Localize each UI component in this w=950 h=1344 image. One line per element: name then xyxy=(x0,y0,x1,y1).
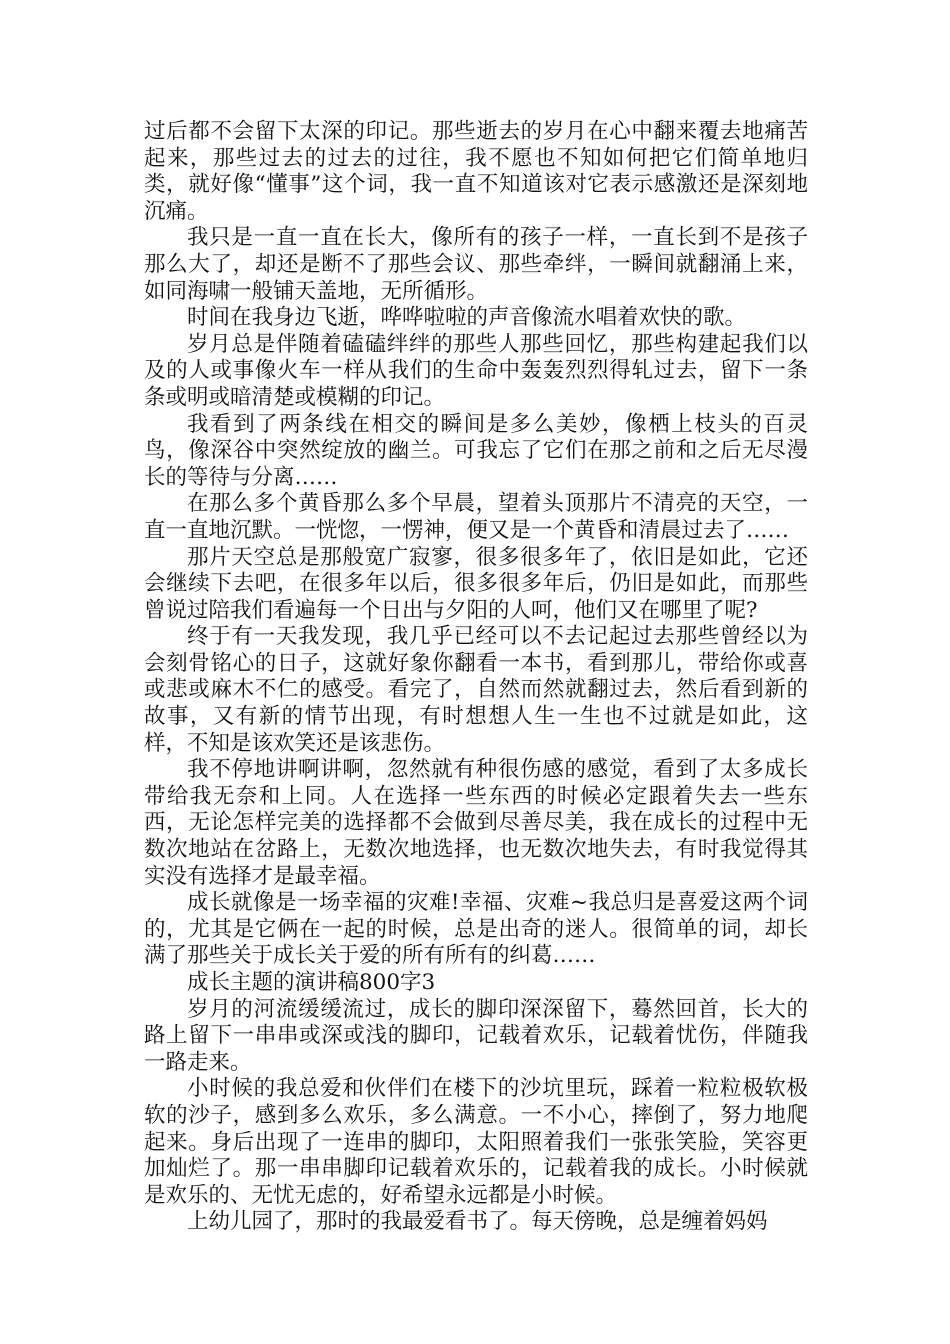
document-page xyxy=(144,119,808,1236)
section-heading: 成长主题的演讲稿800字3 xyxy=(187,970,436,995)
paragraph-12: 岁月的河流缓缓流过，成长的脚印深深留下，蓦然回首，长大的路上留下一串串或深或浅的脚印，记载着欢乐，记载着忧伤，伴随我一路走来。 xyxy=(144,996,808,1075)
paragraph-1: 过后都不会留下太深的印记。那些逝去的岁月在心中翻来覆去地痛苦起来，那些过去的过去的过往，我不愿也不知如何把它们简单地归类，就好像“懂事”这个词，我一直不知道该对它表示感激还是深刻地沉痛。 xyxy=(144,119,808,224)
paragraph-2: 我只是一直一直在长大，像所有的孩子一样，一直长到不是孩子那么大了，却还是断不了那些会议、那些牵绊，一瞬间就翻涌上来，如同海啸一般铺天盖地，无所循形。 xyxy=(144,225,808,304)
paragraph-5: 我看到了两条线在相交的瞬间是多么美妙，像栖上枝头的百灵鸟，像深谷中突然绽放的幽兰。可我忘了它们在那之前和之后无尽漫长的等待与分离…… xyxy=(144,411,808,490)
paragraph-7: 那片天空总是那般宽广寂寥，很多很多年了，依旧是如此，它还会继续下去吧，在很多年以后，很多很多年后，仍旧是如此，而那些曾说过陪我们看遍每一个日出与夕阳的人呵，他们又在哪里了呢? xyxy=(144,544,808,623)
paragraph-14: 上幼儿园了，那时的我最爱看书了。每天傍晚，总是缠着妈妈 xyxy=(187,1209,768,1235)
paragraph-3: 时间在我身边飞逝，哗哗啦啦的声音像流水唱着欢快的歌。 xyxy=(187,305,747,331)
paragraph-8: 终于有一天我发现，我几乎已经可以不去记起过去那些曾经以为会刻骨铭心的日子，这就好象你翻看一本书，看到那儿，带给你或喜或悲或麻木不仁的感受。看完了，自然而然就翻过去，然后看到新的故事，又有新的情节出现，有时想想人生一生也不过就是如此，这样，不知是该欢笑还是该悲伤。 xyxy=(144,624,808,756)
paragraph-6: 在那么多个黄昏那么多个早晨，望着头顶那片不清亮的天空，一直一直地沉默。一恍惚，一愣神，便又是一个黄昏和清晨过去了…… xyxy=(144,491,808,543)
paragraph-13: 小时候的我总爱和伙伴们在楼下的沙坑里玩，踩着一粒粒极软极软的沙子，感到多么欢乐，多么满意。一不小心，摔倒了，努力地爬起来。身后出现了一连串的脚印，太阳照着我们一张张笑脸，笑容更加灿烂了。那一串串脚印记载着欢乐的，记载着我的成长。小时候就是欢乐的、无忧无虑的，好希望永远都是小时候。 xyxy=(144,1076,808,1208)
paragraph-10: 成长就像是一场幸福的灾难!幸福、灾难~我总归是喜爱这两个词的，尤其是它俩在一起的时候，总是出奇的迷人。很简单的词，却长满了那些关于成长关于爱的所有所有的纠葛…… xyxy=(144,890,808,969)
paragraph-9: 我不停地讲啊讲啊，忽然就有种很伤感的感觉，看到了太多成长带给我无奈和上同。人在选择一些东西的时候必定跟着失去一些东西，无论怎样完美的选择都不会做到尽善尽美，我在成长的过程中无数次地站在岔路上，无数次地选择，也无数次地失去，有时我觉得其实没有选择才是最幸福。 xyxy=(144,757,808,889)
paragraph-4: 岁月总是伴随着磕磕绊绊的那些人那些回忆，那些构建起我们以及的人或事像火车一样从我们的生命中轰轰烈烈得轧过去，留下一条条或明或暗清楚或模糊的印记。 xyxy=(144,331,808,410)
